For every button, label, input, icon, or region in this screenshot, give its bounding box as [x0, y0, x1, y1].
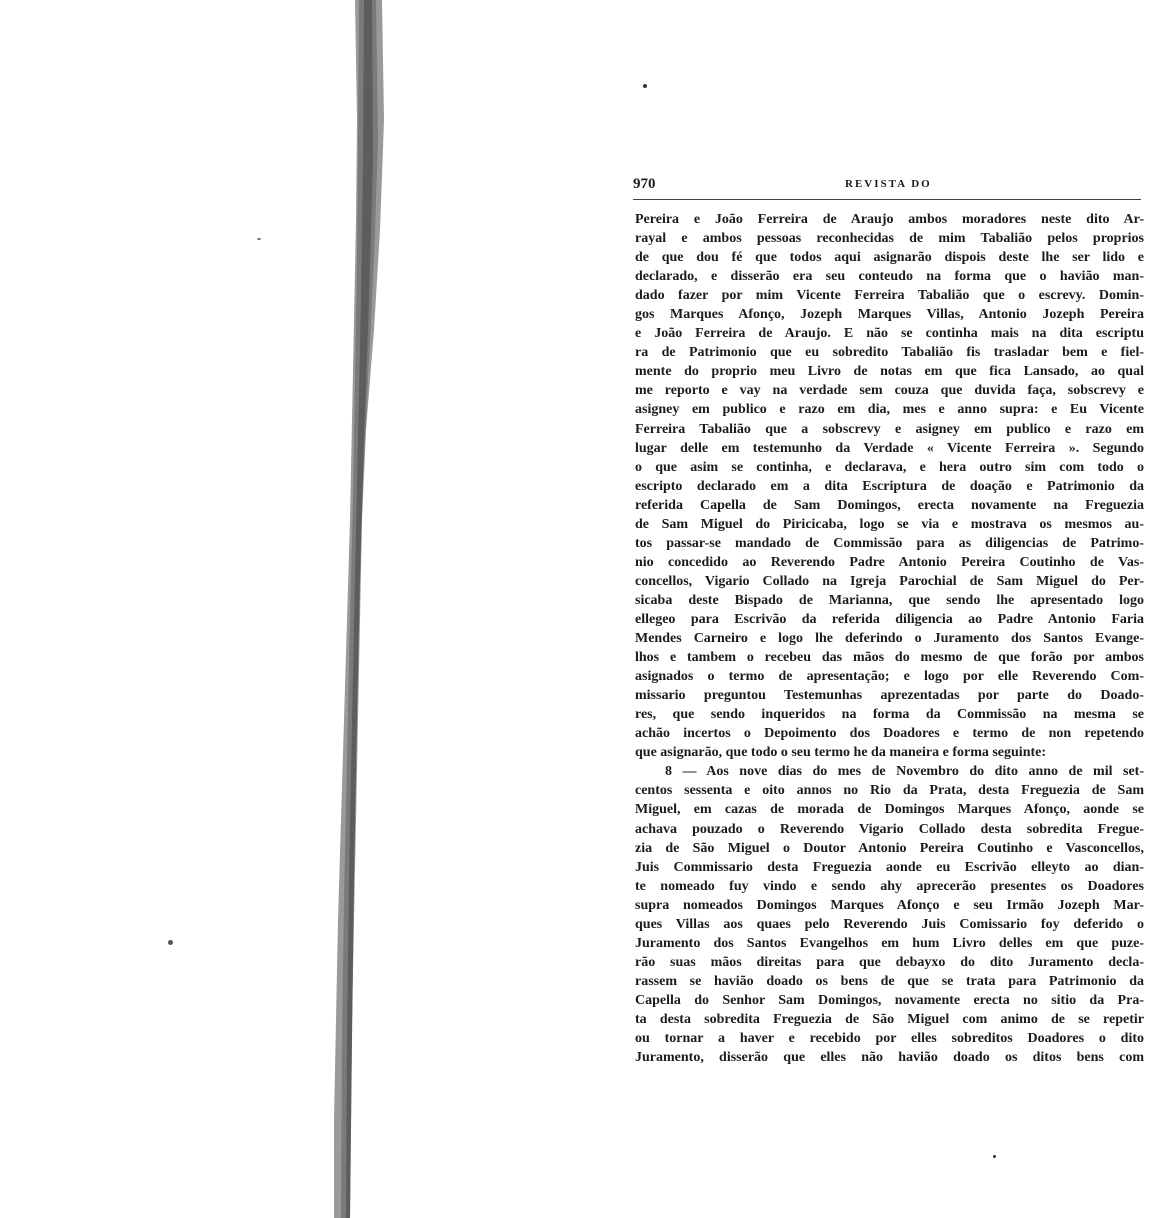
text-line: dado fazer por mim Vicente Ferreira Tabalião que o escrevy. Domin-: [635, 288, 1144, 304]
text-line: que asignarão, que todo o seu termo he da maneira e forma seguinte:: [635, 745, 1047, 761]
text-line: mente do proprio meu Livro de notas em que fica Lansado, ao qual: [635, 364, 1144, 380]
text-line: o que asim se continha, e declarava, e hera outro sim com todo o: [635, 459, 1144, 475]
text-line: concellos, Vigario Collado na Igreja Parochial de Sam Miguel do Per-: [635, 573, 1144, 589]
print-speck: [643, 84, 647, 88]
page-number: 970: [633, 176, 656, 192]
print-speck: [993, 1155, 996, 1158]
text-line: achão incertos o Depoimento dos Doadores e termo de non repetendo: [635, 726, 1144, 742]
body-text: [635, 210, 1144, 1067]
text-line: asignados o termo de apresentação; e logo por elle Reverendo Com-: [635, 669, 1144, 685]
paragraph-start-line: 8 — Aos nove dias do mes de Novembro do dito anno de mil set-: [665, 764, 1144, 780]
text-line: rão suas mãos direitas para que debayxo do dito Juramento decla-: [635, 954, 1144, 970]
text-line: tos passar-se mandado de Commissão para as diligencias de Patrimo-: [635, 535, 1144, 551]
text-line: de Sam Miguel do Piricicaba, logo se via e mostrava os mesmos au-: [635, 516, 1144, 532]
print-speck: [168, 940, 173, 945]
text-line: Capella do Senhor Sam Domingos, novamente erecta no sitio da Pra-: [635, 992, 1144, 1008]
text-line: Mendes Carneiro e logo lhe deferindo o Juramento dos Santos Evange-: [635, 631, 1144, 647]
text-line: lugar delle em testemunho da Verdade « Vicente Ferreira ». Segundo: [635, 440, 1144, 456]
text-line: ta desta sobredita Freguezia de São Miguel com animo de se repetir: [635, 1011, 1144, 1027]
text-line: referida Capella de Sam Domingos, erecta novamente na Freguezia: [635, 497, 1144, 513]
text-line: zia de São Miguel o Doutor Antonio Pereira Coutinho e Vasconcellos,: [635, 840, 1144, 856]
text-line: Pereira e João Ferreira de Araujo ambos moradores neste dito Ar-: [635, 212, 1144, 227]
text-line: nio concedido ao Reverendo Padre Antonio Pereira Coutinho de Vas-: [635, 554, 1144, 570]
text-line: Juramento dos Santos Evangelhos em hum Livro delles em que puze-: [635, 935, 1144, 951]
text-line: rayal e ambos pessoas reconhecidas de mim Tabalião pelos proprios: [635, 231, 1144, 247]
text-line: ou tornar a haver e recebido por elles sobreditos Doadores o dito: [635, 1031, 1144, 1047]
text-line: centos sessenta e oito annos no Rio da Prata, desta Freguezia de Sam: [635, 783, 1144, 799]
text-line: ques Villas aos quaes pelo Reverendo Juis Comissario foy deferido o: [635, 916, 1144, 932]
text-line: me reporto e vay na verdade sem couza que duvida faça, sobscrevy e: [635, 383, 1144, 399]
text-line: Ferreira Tabalião que a sobscrevy e asigney em publico e razo em: [635, 421, 1144, 437]
text-line: Juis Commissario desta Freguezia aonde eu Escrivão elleyto ao dian-: [635, 859, 1144, 875]
text-line: ra de Patrimonio que eu sobredito Tabalião fis trasladar bem e fiel-: [635, 345, 1144, 361]
text-line: declarado, e disserão era seu conteudo na forma que o havião man-: [635, 269, 1144, 285]
text-line: lhos e tambem o recebeu das mãos do mesmo de que forão por ambos: [635, 650, 1144, 666]
text-line: ellegeo para Escrivão da referida diligencia ao Padre Antonio Faria: [635, 611, 1144, 627]
text-line: de que dou fé que todos aqui asignarão dispois deste lhe ser lido e: [635, 250, 1144, 266]
text-line: missario preguntou Testemunhas aprezentadas por parte do Doado-: [635, 688, 1144, 704]
text-line: te nomeado fuy vindo e sendo ahy aprecerão presentes os Doadores: [635, 878, 1144, 894]
text-line: asigney em publico e razo em dia, mes e anno supra: e Eu Vicente: [635, 402, 1144, 418]
text-line: e João Ferreira de Araujo. E não se continha mais na dita escriptu: [635, 326, 1144, 342]
text-line: escripto declarado em a dita Escriptura de doação e Patrimonio da: [635, 478, 1144, 494]
text-line: Miguel, em cazas de morada de Domingos Marques Afonço, aonde se: [635, 802, 1144, 818]
header-rule: [633, 199, 1141, 200]
print-speck: [257, 238, 261, 240]
text-line: res, que sendo inqueridos na forma da Commissão na mesma se: [635, 707, 1144, 723]
text-line: sicaba deste Bispado de Marianna, que sendo lhe apresentado logo: [635, 592, 1144, 608]
text-line: rassem se havião doado os bens de que se trata para Patrimonio da: [635, 973, 1144, 989]
running-head: REVISTA DO: [845, 178, 932, 190]
page-header: [633, 176, 1143, 198]
text-line: achava pouzado o Reverendo Vigario Collado desta sobredita Fregue-: [635, 821, 1144, 837]
text-line: gos Marques Afonço, Jozeph Marques Villas, Antonio Jozeph Pereira: [635, 307, 1144, 323]
text-line: supra nomeados Domingos Marques Afonço e seu Irmão Jozeph Mar-: [635, 897, 1144, 913]
text-line: Juramento, disserão que elles não havião doado os ditos bens com: [635, 1050, 1144, 1066]
